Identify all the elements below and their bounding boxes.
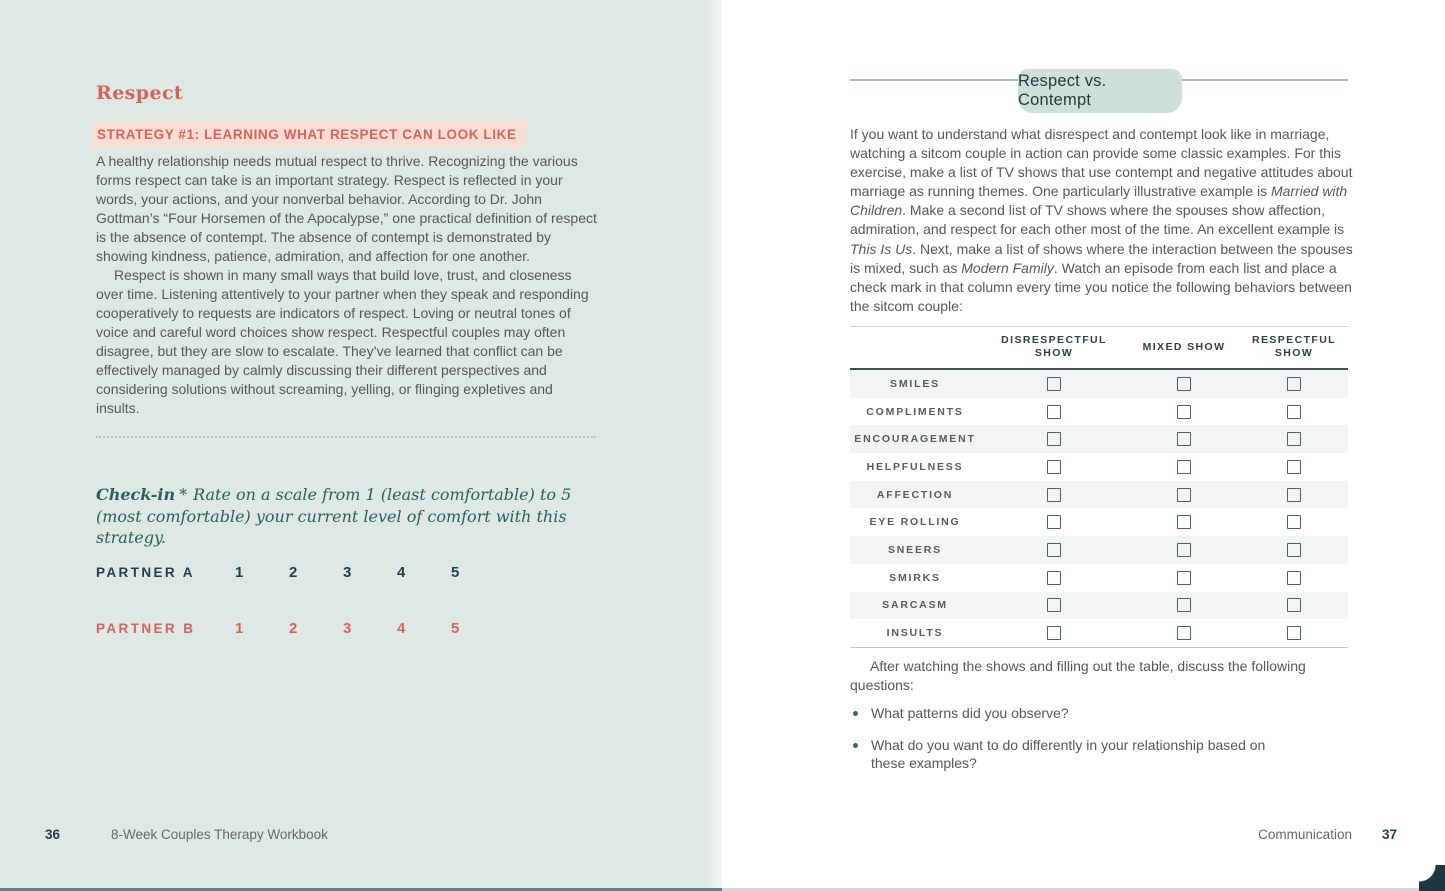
checkbox-eye-rolling-col2[interactable] <box>1177 515 1191 529</box>
section-badge: Respect vs. Contempt <box>1018 69 1182 113</box>
table-cell <box>980 571 1128 585</box>
table-cell <box>1128 598 1240 612</box>
checkbox-sneers-col2[interactable] <box>1177 543 1191 557</box>
checkbox-smiles-col1[interactable] <box>1047 377 1061 391</box>
table-cell <box>1128 626 1240 640</box>
checkbox-helpfulness-col2[interactable] <box>1177 460 1191 474</box>
row-label: INSULTS <box>886 627 944 640</box>
table-row-smiles <box>850 370 1348 398</box>
table-row-sneers <box>850 536 1348 564</box>
table-body <box>850 370 1348 648</box>
checkbox-encouragement-col3[interactable] <box>1287 432 1301 446</box>
row-label: AFFECTION <box>876 488 954 501</box>
tv-show-title: This Is Us <box>850 240 913 257</box>
partner-b-rating-4[interactable]: 4 <box>397 620 406 637</box>
dotted-divider <box>96 436 596 438</box>
bullet-icon <box>853 711 858 716</box>
partner-a-rating-5[interactable]: 5 <box>451 564 460 581</box>
row-label: SARCASM <box>882 599 948 612</box>
checkbox-affection-col1[interactable] <box>1047 488 1061 502</box>
checkbox-encouragement-col2[interactable] <box>1177 432 1191 446</box>
checkbox-insults-col1[interactable] <box>1047 626 1061 640</box>
table-cell <box>980 432 1128 446</box>
table-cell <box>1240 377 1348 391</box>
row-label: SMILES <box>890 377 940 390</box>
partner-a-rating-1[interactable]: 1 <box>235 564 244 581</box>
right-page-number: 37 <box>1381 827 1397 842</box>
table-cell <box>1240 626 1348 640</box>
checkbox-insults-col3[interactable] <box>1287 626 1301 640</box>
row-label: COMPLIMENTS <box>866 405 964 418</box>
checkbox-sarcasm-col3[interactable] <box>1287 598 1301 612</box>
asterisk-icon: * <box>179 485 188 504</box>
list-item <box>850 736 1310 773</box>
page-title: Respect <box>96 82 184 104</box>
table-cell <box>1240 598 1348 612</box>
row-label: HELPFULNESS <box>866 460 964 473</box>
question-list <box>850 704 1310 786</box>
table-cell <box>1240 405 1348 419</box>
table-row-helpfulness <box>850 453 1348 481</box>
book-title: 8-Week Couples Therapy Workbook <box>111 827 328 842</box>
checkbox-encouragement-col1[interactable] <box>1047 432 1061 446</box>
checkbox-compliments-col1[interactable] <box>1047 405 1061 419</box>
chapter-title: Communication <box>1258 827 1352 842</box>
table-row-insults <box>850 619 1348 647</box>
checkbox-sneers-col3[interactable] <box>1287 543 1301 557</box>
row-label: ENCOURAGEMENT <box>854 433 976 446</box>
table-header-row <box>850 327 1348 370</box>
checkbox-smirks-col3[interactable] <box>1287 571 1301 585</box>
check-in-instruction <box>96 484 591 549</box>
table-row-smirks <box>850 564 1348 592</box>
checkbox-smirks-col1[interactable] <box>1047 571 1061 585</box>
table-cell <box>1240 460 1348 474</box>
bullet-icon <box>853 743 858 748</box>
table-row-eye-rolling <box>850 508 1348 536</box>
table-cell <box>980 543 1128 557</box>
column-header: RESPECTFUL SHOW <box>1251 334 1336 359</box>
checkbox-sarcasm-col1[interactable] <box>1047 598 1061 612</box>
paragraph-1: A healthy relationship needs mutual respect to thrive. Recognizing the various forms respect can take is an important strategy. Respect is reflected in your words, your actions, and your nonverbal behavior. According to Dr. John Gottman’s “Four Horsemen of the Apocalypse,” one practical definition of respect is the absence of contempt. The absence of contempt is demonstrated by showing kindness, patience, admiration, and affection for one another. <box>96 153 597 264</box>
row-label: SMIRKS <box>889 571 941 584</box>
table-cell <box>980 405 1128 419</box>
intro-paragraph <box>850 125 1353 316</box>
text-segment: . Make a second list of TV shows where the spouses show affection, admiration, and respect for each other most of the time. An excellent example is <box>850 202 1345 238</box>
table-cell <box>1240 515 1348 529</box>
left-footer <box>45 827 328 842</box>
checkbox-insults-col2[interactable] <box>1177 626 1191 640</box>
check-in-label: Check-in <box>96 485 176 504</box>
table-cell <box>1128 543 1240 557</box>
row-label: SNEERS <box>888 543 942 556</box>
partner-b-rating-1[interactable]: 1 <box>235 620 244 637</box>
table-cell <box>980 515 1128 529</box>
tv-show-title: Modern Family <box>961 259 1054 276</box>
partner-a-scale <box>96 564 505 581</box>
partner-b-rating-5[interactable]: 5 <box>451 620 460 637</box>
row-label: EYE ROLLING <box>869 516 961 529</box>
table-cell <box>1240 571 1348 585</box>
body-text <box>96 152 597 418</box>
checkbox-compliments-col3[interactable] <box>1287 405 1301 419</box>
table-cell <box>1128 377 1240 391</box>
partner-a-rating-2[interactable]: 2 <box>289 564 298 581</box>
checkbox-sarcasm-col2[interactable] <box>1177 598 1191 612</box>
table-row-affection <box>850 481 1348 509</box>
paragraph-2: Respect is shown in many small ways that build love, trust, and closeness over time. Listening attentively to your partner when they speak and responding cooperatively to requests are indicators of respect. Loving or neutral tones of voice and careful word choices show respect. Respectful couples may often disagree, but they are slow to escalate. They’ve learned that conflict can be effectively managed by calmly discussing their different perspectives and considering solutions without screaming, yelling, or flinging expletives and insults. <box>96 267 589 416</box>
partner-b-rating-2[interactable]: 2 <box>289 620 298 637</box>
check-in-text: Rate on a scale from 1 (least comfortable) to 5 (most comfortable) your current level of comfort with this strategy. <box>96 485 572 547</box>
partner-b-scale <box>96 620 505 637</box>
partner-b-label: PARTNER B <box>96 621 196 636</box>
table-row-encouragement <box>850 425 1348 453</box>
table-cell <box>980 377 1128 391</box>
list-item <box>850 704 1310 723</box>
text-segment: . Next, make a list of shows where the interaction between the spouses is mixed, such as <box>850 240 1353 276</box>
table-cell <box>1240 543 1348 557</box>
table-row-sarcasm <box>850 592 1348 620</box>
checkbox-compliments-col2[interactable] <box>1177 405 1191 419</box>
checkbox-affection-col3[interactable] <box>1287 488 1301 502</box>
tv-show-title: Married with Children <box>850 183 1348 219</box>
checkbox-smiles-col3[interactable] <box>1287 377 1301 391</box>
checkbox-smirks-col2[interactable] <box>1177 571 1191 585</box>
left-page-number: 36 <box>45 827 61 842</box>
question-1: What patterns did you observe? <box>871 705 1069 721</box>
right-page <box>722 0 1445 891</box>
page-corner-shadow <box>1419 865 1445 891</box>
table-cell <box>980 488 1128 502</box>
checkbox-helpfulness-col1[interactable] <box>1047 460 1061 474</box>
partner-a-rating-4[interactable]: 4 <box>397 564 406 581</box>
strategy-heading: STRATEGY #1: LEARNING WHAT RESPECT CAN LOOK LIKE <box>92 121 526 147</box>
checkbox-eye-rolling-col1[interactable] <box>1047 515 1061 529</box>
table-cell <box>980 460 1128 474</box>
behavior-table <box>850 326 1348 648</box>
partner-a-label: PARTNER A <box>96 565 195 580</box>
partner-a-rating-3[interactable]: 3 <box>343 564 352 581</box>
checkbox-sneers-col1[interactable] <box>1047 543 1061 557</box>
checkbox-helpfulness-col3[interactable] <box>1287 460 1301 474</box>
checkbox-smiles-col2[interactable] <box>1177 377 1191 391</box>
table-cell <box>1128 571 1240 585</box>
table-cell <box>1128 488 1240 502</box>
column-header: MIXED SHOW <box>1142 340 1226 353</box>
column-header: DISRESPECTFUL SHOW <box>1001 334 1107 359</box>
table-cell <box>980 626 1128 640</box>
right-footer <box>1258 827 1397 842</box>
table-row-compliments <box>850 398 1348 426</box>
text-segment: If you want to understand what disrespect and contempt look like in marriage, watching a sitcom couple in action can provide some classic examples. For this exercise, make a list of TV shows that use contempt and negative attitudes about marriage as running themes. One particularly illustrative example is <box>850 126 1353 200</box>
question-2: What do you want to do differently in your relationship based on these examples? <box>871 736 1266 771</box>
checkbox-eye-rolling-col3[interactable] <box>1287 515 1301 529</box>
text-segment: . Watch an episode from each list and place a check mark in that column every time you notice the following behaviors between the sitcom couple: <box>850 259 1352 314</box>
table-cell <box>1128 460 1240 474</box>
left-page <box>0 0 722 891</box>
checkbox-affection-col2[interactable] <box>1177 488 1191 502</box>
table-cell <box>1128 405 1240 419</box>
partner-b-rating-3[interactable]: 3 <box>343 620 352 637</box>
table-cell <box>1128 515 1240 529</box>
table-cell <box>1128 432 1240 446</box>
discussion-intro: After watching the shows and filling out the table, discuss the following questions: <box>850 658 1306 693</box>
table-cell <box>1240 488 1348 502</box>
table-cell <box>1240 432 1348 446</box>
table-cell <box>980 598 1128 612</box>
